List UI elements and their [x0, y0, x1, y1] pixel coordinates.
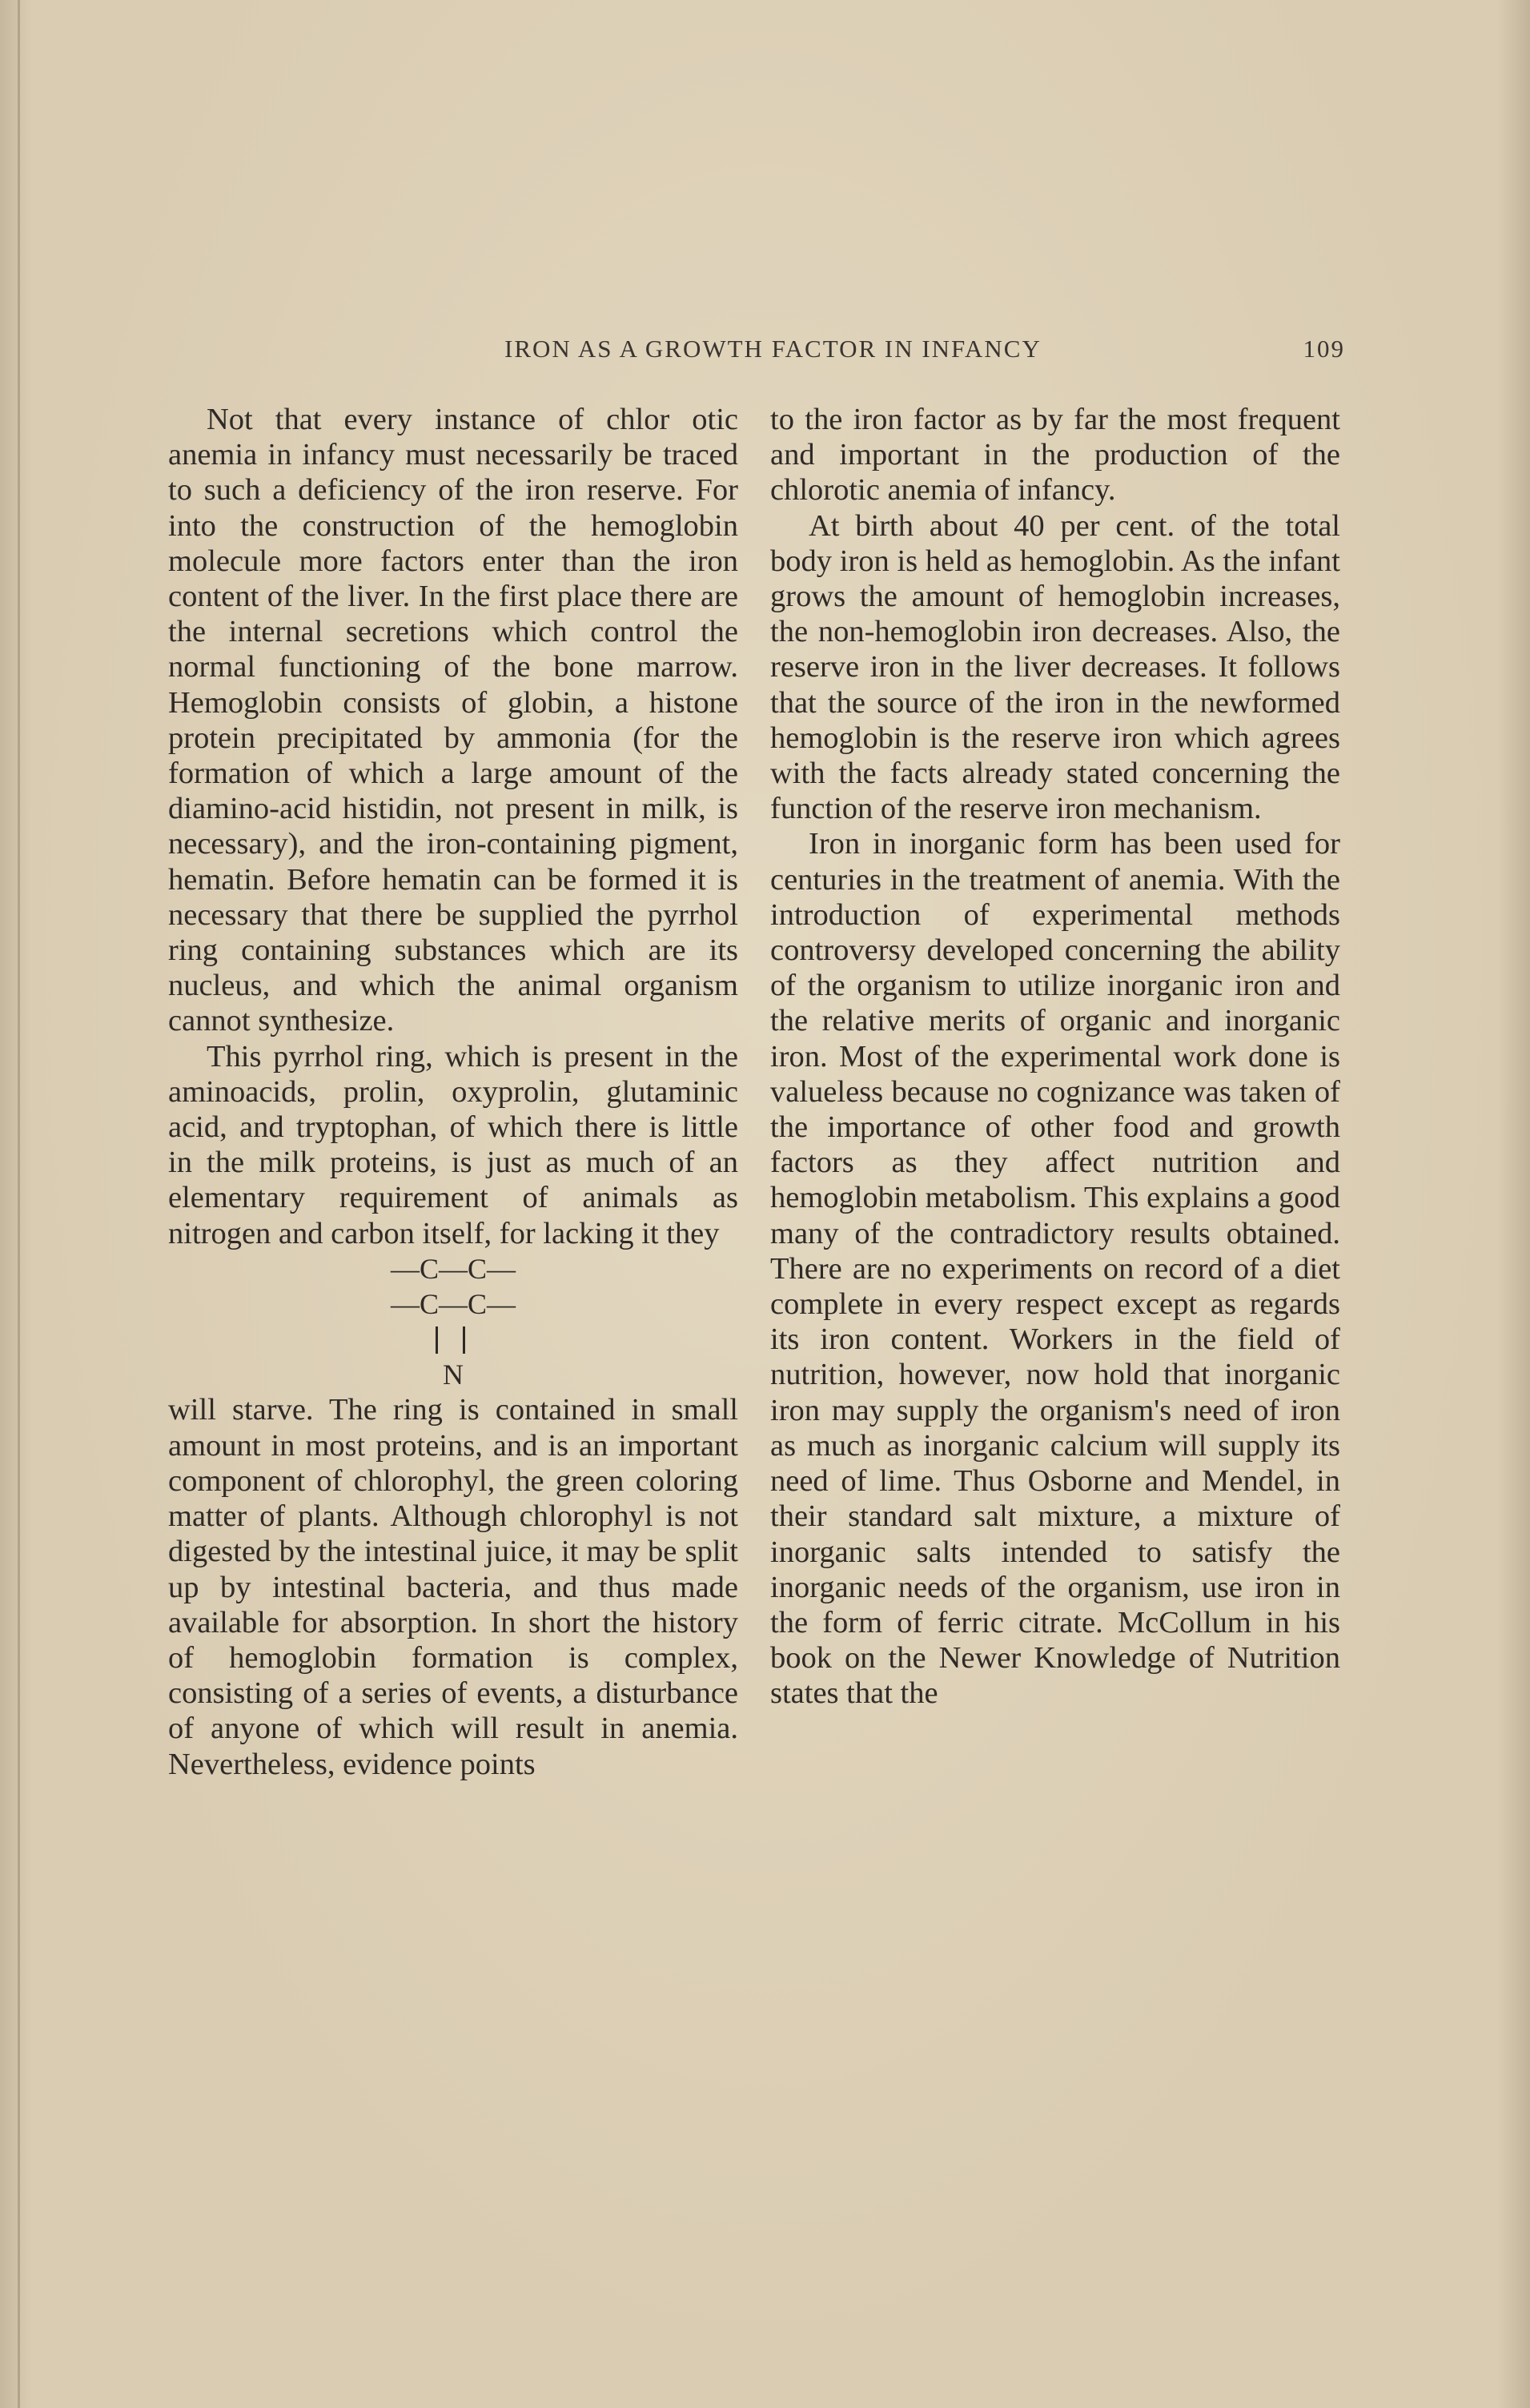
right-paragraph-1: to the iron factor as by far the most frequent and important in the production of the chlorotic anemia of infancy.: [770, 403, 1340, 508]
formula-bonds: [168, 1322, 738, 1357]
formula-bond-right: [463, 1326, 465, 1354]
left-paragraph-2: This pyrrhol ring, which is present in the aminoacids, prolin, oxyprolin, glutaminic acid, and tryptophan, of which there is little in the milk proteins, is just as much of an elementary requirement of animals as nitrogen and carbon itself, for lacking it they: [168, 1039, 738, 1250]
right-column: [770, 402, 1340, 1712]
page-number: 109: [1303, 335, 1345, 363]
formula-line-1: —C—C—: [390, 1252, 516, 1285]
formula-line-3: N: [443, 1359, 464, 1391]
right-paragraph-3: Iron in inorganic form has been used for centuries in the treatment of anemia. With the introduction of experimental methods controversy developed concerning the ability of the organism to utilize inorganic iron and the relative merits of organic and inorganic iron. Most of the experimental work done is valueless because no cognizance was taken of the importance of other food and growth factors as they affect nutrition and hemoglobin metabolism. This explains a good many of the contradictory results obtained. There are no experiments on record of a diet complete in every respect except as regards its iron content. Workers in the field of nutrition, however, now hold that inorganic iron may supply the organism's need of iron as much as inorganic calcium will supply its need of lime. Thus Osborne and Mendel, in their standard salt mixture, a mixture of inorganic salts intended to satisfy the inorganic needs of the organism, use iron in the form of ferric citrate. McCollum in his book on the Newer Knowledge of Nutrition states that the: [770, 827, 1340, 1711]
pyrrhol-ring-formula: [168, 1251, 738, 1393]
left-column: [168, 402, 738, 1782]
formula-line-2: —C—C—: [390, 1288, 516, 1321]
formula-bond-left: [436, 1326, 438, 1354]
running-head: IRON AS A GROWTH FACTOR IN INFANCY: [504, 335, 1042, 363]
page-header: [504, 335, 1345, 375]
left-paragraph-3: will starve. The ring is contained in small amount in most proteins, and is an important component of chlorophyl, the green coloring matter of plants. Although chlorophyl is not digested by the intestinal juice, it may be split up by intestinal bacteria, and thus made available for absorption. In short the history of hemoglobin formation is complex, consisting of a series of events, a disturbance of anyone of which will result in anemia. Nevertheless, evidence points: [168, 1393, 738, 1781]
left-paragraph-1: Not that every instance of chlor otic anemia in infancy must necessarily be traced to such a deficiency of the iron reserve. For into the construction of the hemoglobin molecule more factors enter than the iron content of the liver. In the first place there are the internal secretions which control the normal functioning of the bone marrow. Hemoglobin consists of globin, a histone protein precipitated by ammonia (for the formation of which a large amount of the diamino-acid histidin, not present in milk, is necessary), and the iron-containing pigment, hematin. Before hematin can be formed it is necessary that there be supplied the pyrrhol ring containing substances which are its nucleus, and which the animal organism cannot synthesize.: [168, 403, 738, 1038]
page-binding-edge: [18, 0, 20, 2408]
right-paragraph-2: At birth about 40 per cent. of the total body iron is held as hemoglobin. As the infant grows the amount of hemoglobin increases, the non-hemoglobin iron decreases. Also, the reserve iron in the liver decreases. It follows that the source of the iron in the newformed hemoglobin is the reserve iron which agrees with the facts already stated concerning the function of the reserve iron mechanism.: [770, 508, 1340, 826]
